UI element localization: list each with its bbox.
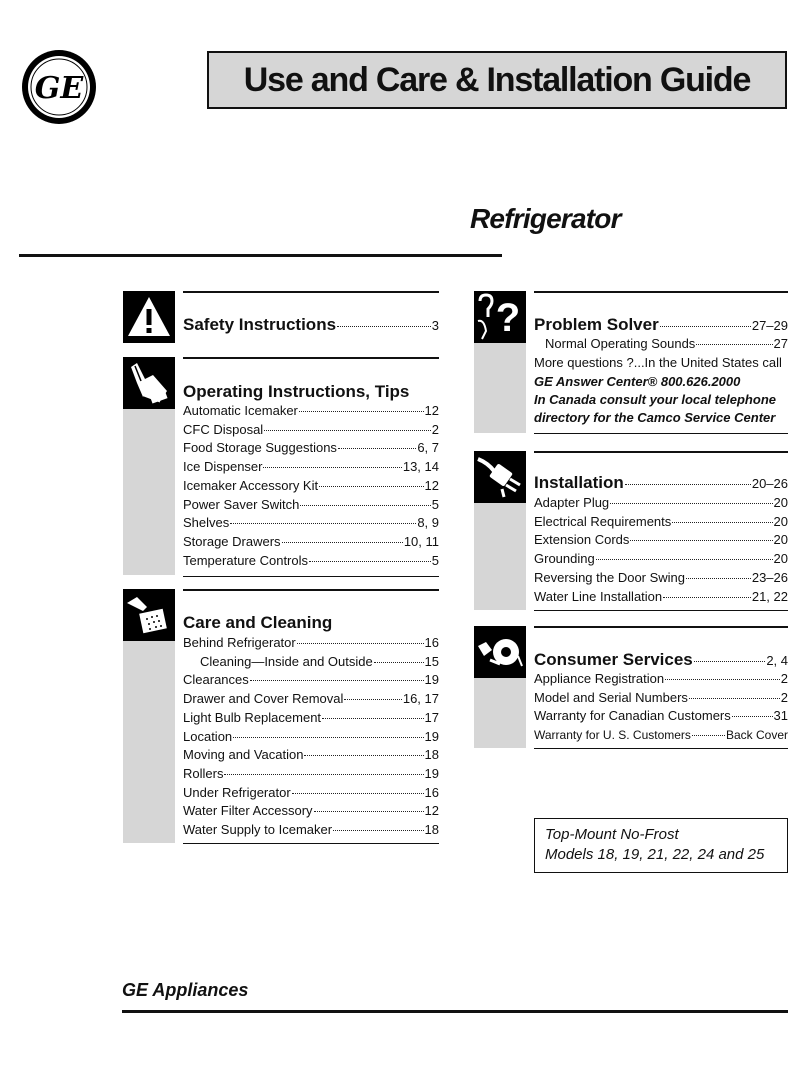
tape-measure-icon [474, 626, 526, 678]
page-number: 12 [424, 477, 439, 493]
page-number: 8, 9 [417, 515, 439, 531]
toc-entry[interactable] [528, 335, 788, 354]
toc-entry[interactable] [183, 458, 439, 477]
toc-entry[interactable] [534, 494, 788, 513]
entry-label: Temperature Controls [183, 552, 308, 568]
toc-entry[interactable] [534, 588, 788, 607]
question-mark-icon [474, 291, 526, 343]
page-number: 2 [780, 689, 788, 705]
entry-label: Power Saver Switch [183, 496, 300, 512]
leader-dots [230, 523, 416, 524]
entry-label: Shelves [183, 515, 230, 531]
page-number: 20 [773, 532, 788, 548]
toc-entry[interactable] [183, 671, 439, 690]
entry-label: Drawer and Cover Removal [183, 691, 344, 707]
models-line-2: Models 18, 19, 21, 22, 24 and 25 [545, 846, 765, 863]
logo-text: GE [34, 71, 84, 106]
leader-dots [660, 326, 751, 327]
divider [534, 610, 788, 611]
leader-dots [732, 716, 773, 717]
divider [534, 748, 788, 749]
page-number: 10, 11 [403, 533, 439, 549]
page-number: 19 [424, 672, 439, 688]
section-title: Problem Solver [534, 315, 659, 334]
toc-entry[interactable] [534, 726, 788, 745]
leader-dots [309, 561, 431, 562]
page-number: 5 [431, 496, 439, 512]
leader-dots [625, 484, 751, 485]
leader-dots [250, 680, 424, 681]
toc-entry[interactable] [183, 477, 439, 496]
toc-entry[interactable] [183, 634, 439, 653]
entry-label: Storage Drawers [183, 533, 281, 549]
canada-text-1: In Canada consult your local telephone [534, 392, 776, 407]
toc-entry[interactable] [183, 439, 439, 458]
toc-entry[interactable] [183, 653, 439, 672]
leader-dots [263, 467, 401, 468]
page-number: 20 [773, 513, 788, 529]
leader-dots [694, 661, 766, 662]
page-number: 16 [424, 635, 439, 650]
leader-dots [610, 503, 772, 504]
entry-label: Food Storage Suggestions [183, 440, 337, 456]
models-box [534, 818, 788, 873]
entry-label: Model and Serial Numbers [534, 689, 688, 705]
page-number: 18 [424, 747, 439, 763]
entry-label: Water Filter Accessory [183, 803, 313, 819]
entry-label: Reversing the Door Swing [534, 569, 686, 585]
entry-label: Ice Dispenser [183, 459, 263, 475]
toc-entry[interactable] [183, 496, 439, 515]
leader-dots [337, 326, 431, 327]
warning-icon [123, 291, 175, 343]
toc-entry[interactable] [183, 709, 439, 728]
entry-label: Behind Refrigerator [183, 635, 296, 650]
leader-dots [319, 486, 423, 487]
operating-list [183, 402, 439, 570]
entry-label: Cleaning—Inside and Outside [200, 653, 373, 669]
page-number: 16 [424, 784, 439, 800]
section-title-operating: Operating Instructions, Tips [183, 382, 410, 401]
leader-dots [333, 830, 423, 831]
divider [183, 589, 439, 591]
leader-dots [300, 505, 430, 506]
entry-label: Appliance Registration [534, 671, 665, 686]
toc-entry[interactable] [183, 552, 439, 571]
divider [534, 433, 788, 434]
installation-list [534, 494, 788, 606]
sponge-icon [123, 589, 175, 641]
page-number: 18 [424, 822, 439, 838]
entry-label: Moving and Vacation [183, 747, 304, 763]
page-number: 20–26 [751, 476, 788, 491]
entry-label: Automatic Icemaker [183, 403, 298, 418]
leader-dots [630, 540, 772, 541]
toc-entry[interactable] [534, 531, 788, 550]
hand-pressing-icon [123, 357, 175, 409]
entry-label: Warranty for Canadian Customers [534, 708, 731, 724]
leader-dots [304, 755, 423, 756]
page-number: 23–26 [751, 569, 788, 585]
divider [534, 626, 788, 628]
toc-entry[interactable] [534, 569, 788, 588]
product-subtitle: Refrigerator [470, 203, 621, 234]
entry-label: Under Refrigerator [183, 784, 291, 800]
page-number: 12 [424, 403, 439, 418]
page-number: 17 [424, 709, 439, 725]
ge-logo [20, 48, 98, 126]
leader-dots [692, 735, 725, 736]
divider [534, 291, 788, 293]
toc-entry[interactable] [183, 690, 439, 709]
toc-entry[interactable] [183, 421, 439, 440]
toc-entry[interactable] [183, 784, 439, 803]
toc-entry[interactable] [183, 746, 439, 765]
toc-entry[interactable] [183, 728, 439, 747]
leader-dots [665, 679, 780, 680]
page-number: 27–29 [751, 318, 788, 333]
answer-center-text: GE Answer Center® 800.626.2000 [534, 374, 741, 389]
svg-text:?: ? [495, 296, 521, 340]
entry-label: Location [183, 728, 233, 744]
leader-dots [322, 718, 424, 719]
toc-entry-consumer-services[interactable] [534, 651, 788, 671]
page-number: 31 [773, 708, 788, 724]
page-number: 6, 7 [417, 440, 439, 456]
plug-icon [474, 451, 526, 503]
toc-entry[interactable] [534, 550, 788, 569]
page-number: Back Cover [725, 728, 788, 743]
page-number: 5 [431, 552, 439, 568]
section-title: Consumer Services [534, 650, 693, 669]
page-title: Use and Care & Installation Guide [243, 60, 751, 99]
section-title: Installation [534, 473, 624, 492]
care-list [183, 634, 439, 840]
entry-label: CFC Disposal [183, 421, 264, 437]
guide-title-box [207, 51, 787, 109]
leader-dots [264, 430, 431, 431]
page-number: 15 [424, 653, 439, 669]
toc-entry[interactable] [534, 707, 788, 726]
entry-label: Warranty for U. S. Customers [534, 728, 691, 743]
toc-entry[interactable] [183, 533, 439, 552]
consumer-list [534, 670, 788, 745]
leader-dots [338, 448, 416, 449]
toc-entry[interactable] [183, 514, 439, 533]
page-number: 13, 14 [402, 459, 439, 475]
page-number: 3 [431, 318, 439, 333]
leader-dots [374, 662, 424, 663]
leader-dots [686, 578, 751, 579]
leader-dots [224, 774, 423, 775]
footer-brand: GE Appliances [122, 980, 249, 1000]
leader-dots [672, 522, 772, 523]
divider [183, 291, 439, 293]
toc-entry-safety[interactable] [183, 316, 439, 336]
entry-label: Adapter Plug [534, 495, 610, 510]
page-number: 2 [431, 421, 439, 437]
entry-label: Electrical Requirements [534, 513, 672, 529]
models-line-1: Top-Mount No-Frost [545, 826, 679, 843]
leader-dots [299, 411, 424, 412]
section-title: Safety Instructions [183, 315, 337, 334]
page-number: 20 [773, 495, 788, 510]
toc-entry[interactable] [183, 802, 439, 821]
page-number: 20 [773, 551, 788, 567]
leader-dots [663, 597, 751, 598]
page-number: 19 [424, 765, 439, 781]
entry-label: Icemaker Accessory Kit [183, 477, 319, 493]
toc-entry[interactable] [183, 765, 439, 784]
footer-rule [122, 1010, 788, 1013]
page-number: 12 [424, 803, 439, 819]
toc-entry[interactable] [534, 670, 788, 689]
toc-entry[interactable] [534, 689, 788, 708]
toc-entry[interactable] [183, 821, 439, 840]
entry-label: Light Bulb Replacement [183, 709, 322, 725]
page-number: 19 [424, 728, 439, 744]
leader-dots [292, 793, 424, 794]
page-number: 2 [780, 671, 788, 686]
page-number: 21, 22 [751, 588, 788, 604]
leader-dots [596, 559, 773, 560]
header-rule [19, 254, 502, 257]
entry-label: Rollers [183, 765, 224, 781]
leader-dots [689, 698, 780, 699]
page-number: 2, 4 [766, 653, 788, 668]
entry-label: Extension Cords [534, 532, 630, 548]
leader-dots [314, 811, 424, 812]
more-questions-text: More questions ?...In the United States call [534, 355, 782, 370]
divider [183, 576, 439, 577]
toc-entry-installation[interactable] [534, 474, 788, 494]
page-number: 27 [773, 336, 788, 351]
entry-label: Grounding [534, 551, 595, 567]
canada-text-2: directory for the Camco Service Center [534, 410, 776, 425]
leader-dots [696, 344, 772, 345]
page-number: 16, 17 [402, 691, 439, 707]
toc-entry-problem-solver[interactable] [534, 316, 788, 336]
leader-dots [233, 737, 423, 738]
divider [183, 843, 439, 844]
entry-label: Normal Operating Sounds [545, 336, 696, 351]
toc-entry[interactable] [183, 402, 439, 421]
leader-dots [297, 643, 424, 644]
toc-entry[interactable] [534, 513, 788, 532]
divider [183, 357, 439, 359]
entry-label: Water Supply to Icemaker [183, 822, 333, 838]
section-title-care: Care and Cleaning [183, 613, 333, 632]
entry-label: Water Line Installation [534, 588, 663, 604]
leader-dots [282, 542, 403, 543]
leader-dots [344, 699, 401, 700]
divider [534, 451, 788, 453]
entry-label: Clearances [183, 672, 249, 688]
